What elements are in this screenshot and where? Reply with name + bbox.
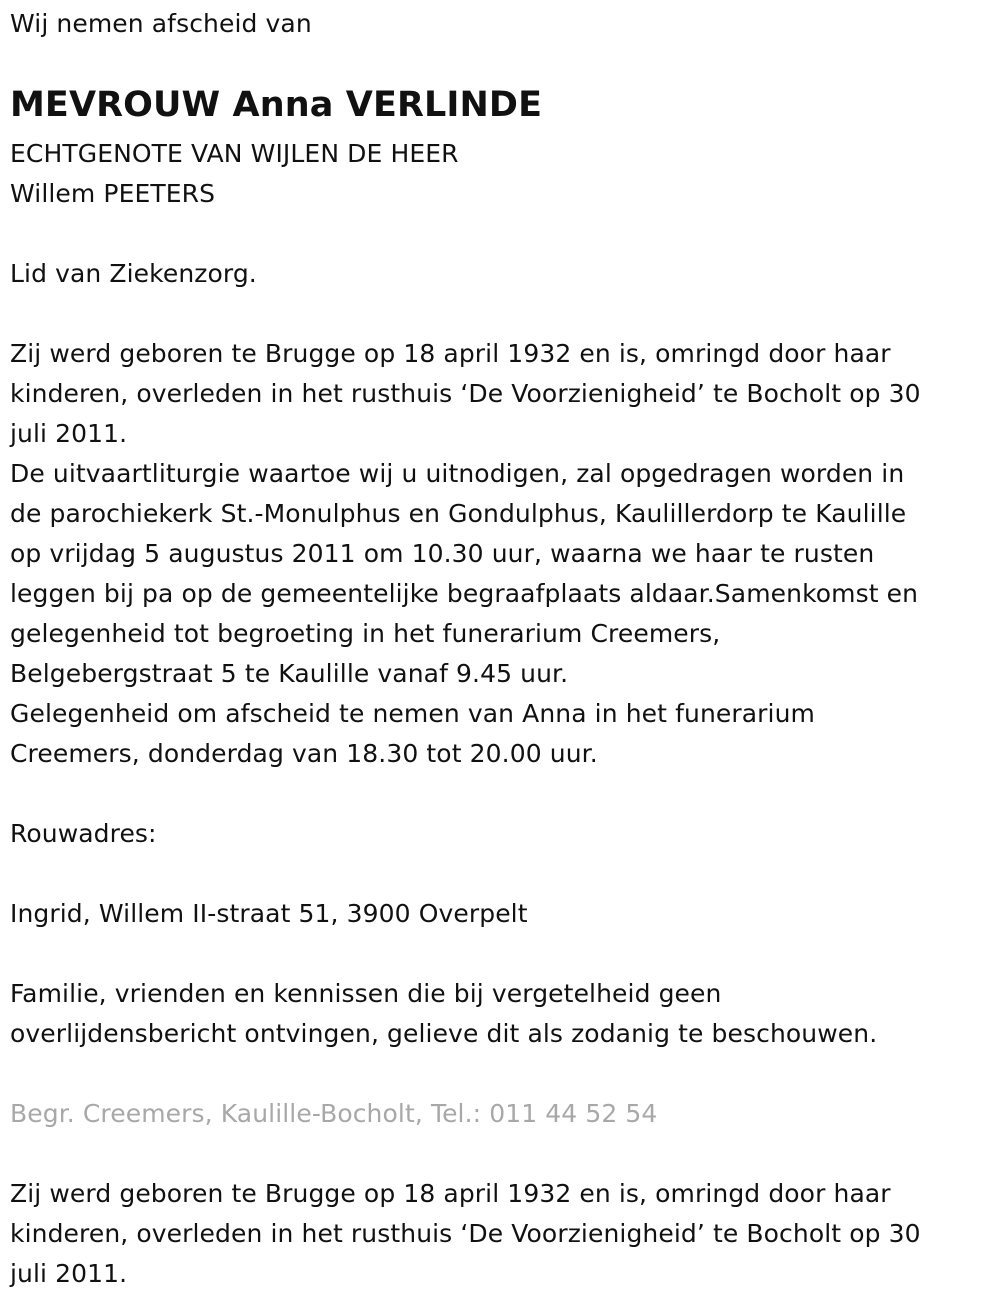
- birth-repeat-line: Zij werd geboren te Brugge op 18 april 1932 en is, omringd door haar: [10, 1179, 891, 1208]
- funeral-line: Belgebergstraat 5 te Kaulille vanaf 9.45 uur.: [10, 659, 569, 688]
- birth-repeat-line: juli 2011.: [10, 1259, 128, 1288]
- funeral-line: de parochiekerk St.-Monulphus en Gondulphus, Kaulillerdorp te Kaulille: [10, 499, 907, 528]
- birth-line: kinderen, overleden in het rusthuis ‘De Voorzienigheid’ te Bocholt op 30: [10, 379, 921, 408]
- spouse-line-2: Willem PEETERS: [10, 179, 216, 208]
- birth-line: juli 2011.: [10, 419, 128, 448]
- farewell-line: Gelegenheid om afscheid te nemen van Anna in het funerarium: [10, 699, 815, 728]
- membership-text: Lid van Ziekenzorg.: [10, 259, 257, 288]
- birth-repeat-line: kinderen, overleden in het rusthuis ‘De Voorzienigheid’ te Bocholt op 30: [10, 1219, 921, 1248]
- spouse-line-1: ECHTGENOTE VAN WIJLEN DE HEER: [10, 139, 459, 168]
- farewell-line: Creemers, donderdag van 18.30 tot 20.00 uur.: [10, 739, 598, 768]
- funeral-line: De uitvaartliturgie waartoe wij u uitnodigen, zal opgedragen worden in: [10, 459, 905, 488]
- mourning-address: Ingrid, Willem II-straat 51, 3900 Overpelt: [10, 899, 528, 928]
- funeral-line: op vrijdag 5 augustus 2011 om 10.30 uur, waarna we haar te rusten: [10, 539, 875, 568]
- notice-line: overlijdensbericht ontvingen, gelieve dit als zodanig te beschouwen.: [10, 1019, 878, 1048]
- funeral-home-credit: Begr. Creemers, Kaulille-Bocholt, Tel.: 011 44 52 54: [10, 1099, 658, 1128]
- birth-line: Zij werd geboren te Brugge op 18 april 1932 en is, omringd door haar: [10, 339, 891, 368]
- address-label: Rouwadres:: [10, 819, 157, 848]
- deceased-name: MEVROUW Anna VERLINDE: [10, 85, 543, 125]
- funeral-line: gelegenheid tot begroeting in het funerarium Creemers,: [10, 619, 721, 648]
- notice-line: Familie, vrienden en kennissen die bij vergetelheid geen: [10, 979, 722, 1008]
- intro-text: Wij nemen afscheid van: [10, 9, 312, 38]
- funeral-line: leggen bij pa op de gemeentelijke begraafplaats aldaar.Samenkomst en: [10, 579, 919, 608]
